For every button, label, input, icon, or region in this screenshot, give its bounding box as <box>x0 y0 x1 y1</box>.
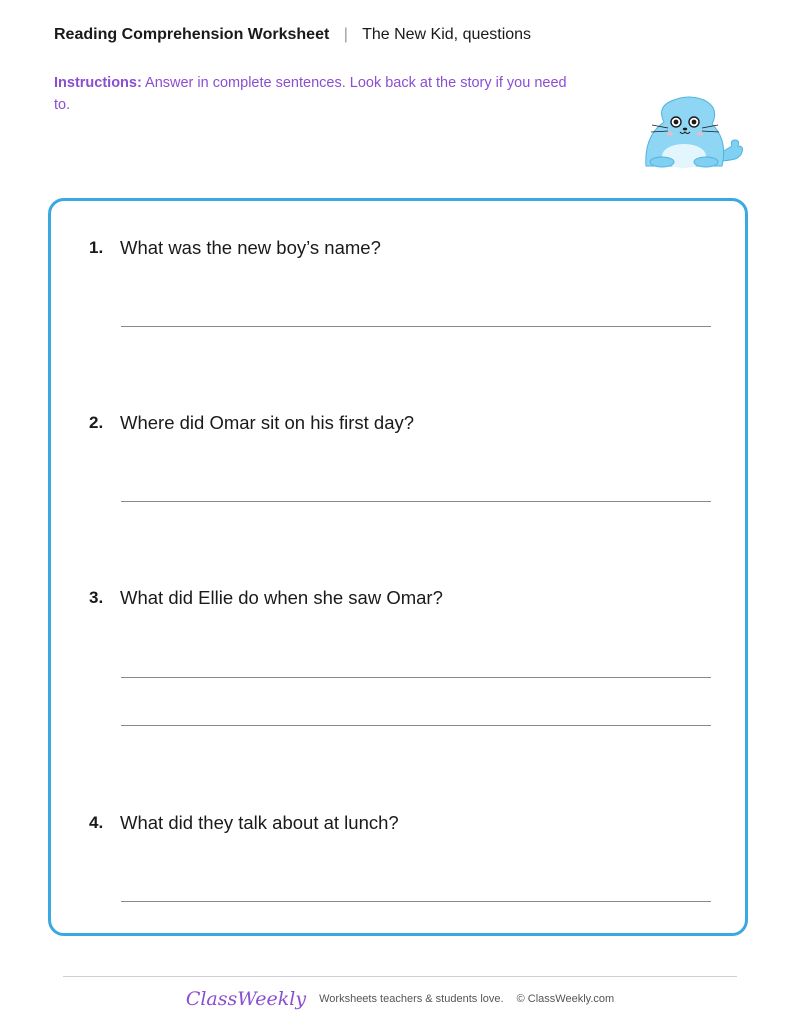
question-number: 2. <box>89 413 104 432</box>
answer-line[interactable] <box>121 725 711 726</box>
seal-icon <box>634 96 744 172</box>
worksheet-title: Reading Comprehension Worksheet <box>54 26 330 43</box>
header-separator: | <box>343 26 348 43</box>
answer-line[interactable] <box>121 501 711 502</box>
answer-line[interactable] <box>121 677 711 678</box>
question-number: 4. <box>89 813 104 832</box>
footer-tagline: Worksheets teachers & students love. <box>319 993 504 1005</box>
question-text: What was the new boy’s name? <box>120 237 381 258</box>
answer-line[interactable] <box>121 326 711 327</box>
question-number: 3. <box>89 588 104 607</box>
question-text: Where did Omar sit on his first day? <box>120 412 415 433</box>
question-text: What did Ellie do when she saw Omar? <box>120 587 443 608</box>
brand-logo: ClassWeekly <box>185 988 307 1010</box>
instructions-text: Answer in complete sentences. Look back at the story if you need to. <box>54 75 567 113</box>
footer-divider <box>63 976 737 977</box>
worksheet-subtitle: The New Kid, questions <box>362 26 532 43</box>
footer-copyright: © ClassWeekly.com <box>516 993 615 1005</box>
question-number: 1. <box>89 238 104 257</box>
instructions-label: Instructions: <box>54 75 142 91</box>
answer-line[interactable] <box>121 901 711 902</box>
worksheet-header <box>54 26 531 44</box>
instructions <box>54 72 574 116</box>
question-text: What did they talk about at lunch? <box>120 812 399 833</box>
footer <box>0 988 800 1010</box>
